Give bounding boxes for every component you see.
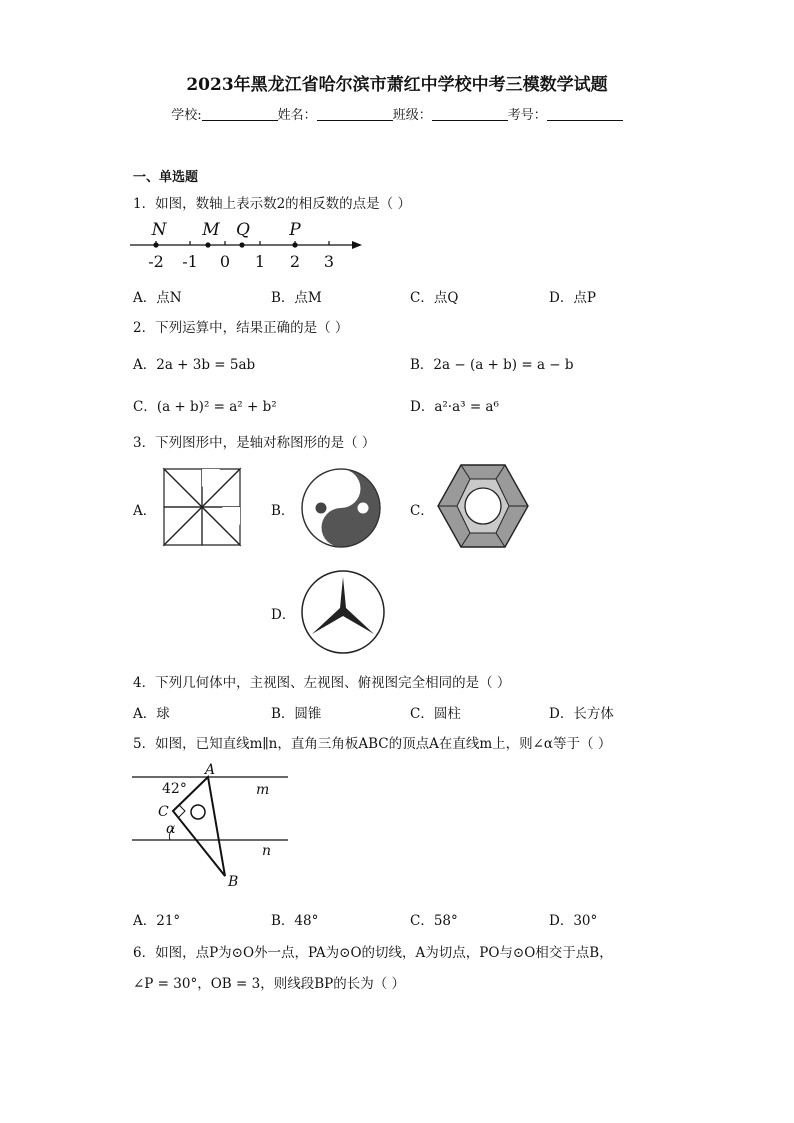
q3-option-c[interactable]: C． [410, 503, 434, 519]
point-label: N [151, 220, 167, 240]
alpha-label: α [166, 821, 176, 837]
q2-option-b[interactable]: B．2a − (a + b) = a − b [410, 357, 574, 373]
tick-label: 3 [323, 252, 335, 271]
question-5-text: 5．如图，已知直线m∥n，直角三角板ABC的顶点A在直线m上，则∠α等于（ ） [133, 736, 612, 752]
q2-option-d[interactable]: D．a²·a³ = a⁶ [410, 399, 499, 415]
q4-option-c[interactable]: C．圆柱 [410, 706, 461, 722]
point-label: M [202, 220, 220, 240]
vertex-a-label: A [205, 762, 216, 778]
q3-option-b[interactable]: B． [271, 503, 295, 519]
q5-option-d[interactable]: D．30° [549, 913, 598, 929]
line-m-label: m [256, 782, 270, 798]
question-6-line-1: 6．如图，点P为⊙O外一点，PA为⊙O的切线，A为切点，PO与⊙O相交于点B， [133, 945, 613, 961]
yin-dot [316, 503, 327, 514]
vertex-c-label: C [158, 804, 169, 820]
number-line-figure [128, 216, 368, 272]
point-m-dot [205, 242, 210, 247]
q4-option-d[interactable]: D．长方体 [549, 706, 614, 722]
school-blank[interactable] [202, 106, 278, 121]
question-2-text: 2．下列运算中，结果正确的是（ ） [133, 320, 349, 336]
q3-option-d[interactable]: D． [271, 607, 296, 623]
school-label: 学校: [171, 108, 202, 123]
page-title: 2023年黑龙江省哈尔滨市萧红中学校中考三模数学试题 [186, 75, 608, 95]
tick-label: -1 [182, 252, 198, 271]
exam-no-blank[interactable] [547, 106, 623, 121]
q4-option-b[interactable]: B．圆锥 [271, 706, 322, 722]
q5-option-a[interactable]: A．21° [133, 913, 181, 929]
q2-option-c[interactable]: C．(a + b)² = a² + b² [133, 399, 277, 415]
q1-option-c[interactable]: C．点Q [410, 290, 459, 306]
q5-option-b[interactable]: B．48° [271, 913, 319, 929]
q3-option-a[interactable]: A． [133, 503, 157, 519]
student-info-line [0, 104, 794, 123]
name-label: 姓名： [277, 108, 317, 123]
question-4-text: 4．下列几何体中，主视图、左视图、俯视图完全相同的是（ ） [133, 675, 511, 691]
q1-option-b[interactable]: B．点M [271, 290, 322, 306]
question-6-line-2: ∠P = 30°，OB = 3，则线段BP的长为（ ） [133, 976, 405, 992]
q1-option-a[interactable]: A．点N [133, 290, 182, 306]
question-3-text: 3．下列图形中，是轴对称图形的是（ ） [133, 435, 376, 451]
point-label: P [289, 220, 301, 240]
point-q-dot [239, 242, 244, 247]
question-1-text: 1．如图，数轴上表示数2的相反数的点是（ ） [133, 196, 411, 212]
tick-label: -2 [148, 252, 164, 271]
yang-dot [358, 503, 369, 514]
class-label: 班级： [392, 108, 432, 123]
mercedes-star-figure [299, 568, 389, 656]
tick-label: 1 [254, 252, 266, 271]
section-title: 一、单选题 [133, 170, 199, 185]
line-n-label: n [262, 843, 272, 859]
point-n-dot [153, 242, 158, 247]
point-label: Q [236, 220, 250, 240]
angle-42-label: 42° [162, 781, 187, 797]
q1-option-d[interactable]: D．点P [549, 290, 596, 306]
q2-option-a[interactable]: A．2a + 3b = 5ab [133, 357, 256, 373]
pinwheel-figure [162, 467, 244, 547]
yin-yang-figure [295, 467, 387, 549]
exam-no-label: 考号： [507, 108, 547, 123]
point-p-dot [292, 242, 297, 247]
vertex-b-label: B [228, 874, 239, 890]
q4-option-a[interactable]: A．球 [133, 706, 170, 722]
tick-label: 0 [219, 252, 231, 271]
hexagon-figure [436, 463, 530, 549]
parallel-lines-triangle-figure [128, 760, 298, 890]
tick-label: 2 [289, 252, 301, 271]
number-line-arrow [352, 241, 362, 249]
q5-option-c[interactable]: C．58° [410, 913, 458, 929]
class-blank[interactable] [432, 106, 508, 121]
name-blank[interactable] [317, 106, 393, 121]
